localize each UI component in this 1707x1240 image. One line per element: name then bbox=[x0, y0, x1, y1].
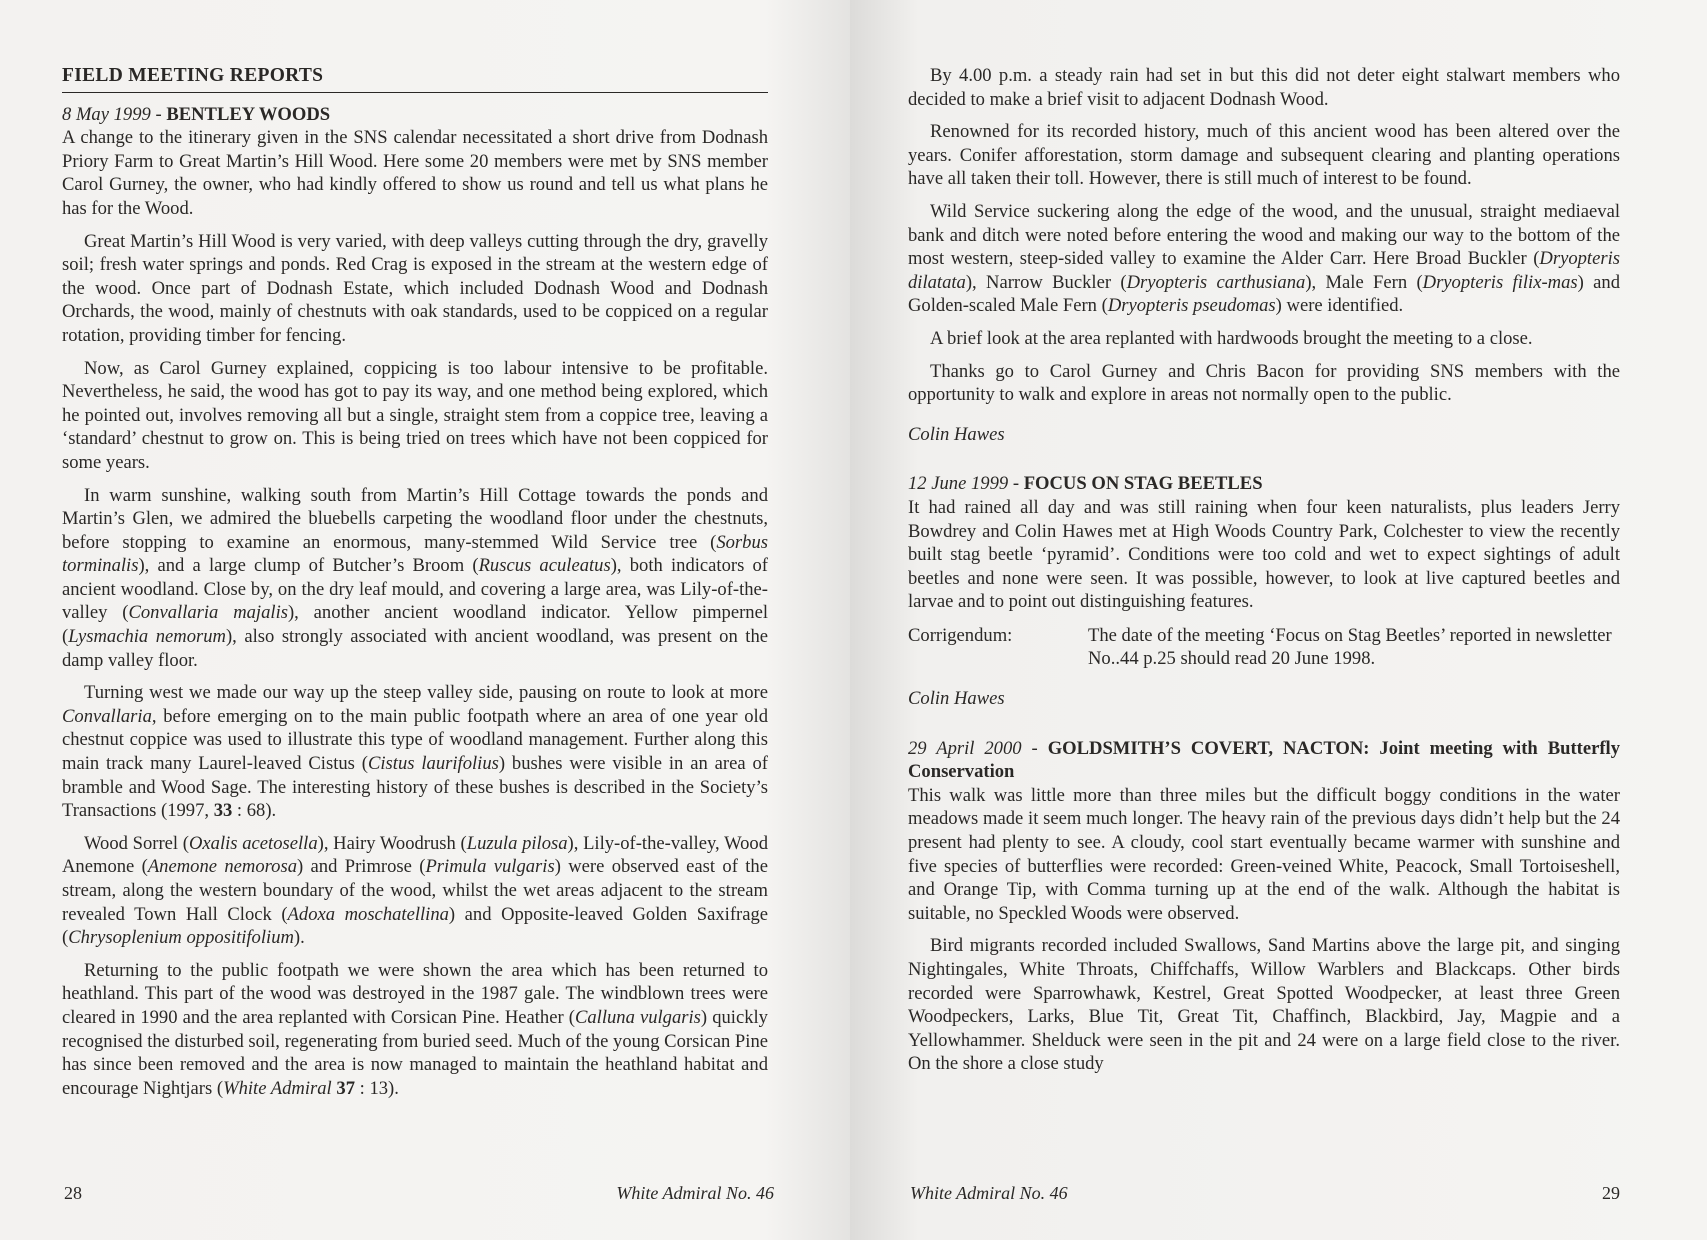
running-footer: White Admiral No. 46 bbox=[616, 1183, 774, 1203]
paragraph: A brief look at the area replanted with hardwoods brought the meeting to a close. bbox=[930, 327, 1533, 349]
section-header: FIELD MEETING REPORTS bbox=[62, 64, 768, 93]
text-run: Wild Service suckering along the edge of the wood, and the unusual, straight mediaeval bank and ditch were noted before entering the wood and making our way to the bottom of the most western, steep-sided valley to examine the Alder Carr. Here Broad Buckler ( bbox=[908, 200, 1620, 270]
meeting-heading-stag-beetles bbox=[908, 472, 1620, 496]
species-name: Adoxa moschatellina bbox=[287, 903, 449, 925]
species-name: Dryopteris pseudomas bbox=[1107, 295, 1276, 317]
species-name: Convallaria bbox=[62, 705, 152, 727]
paragraph: It had rained all day and was still raining when four keen naturalists, plus leaders Jerry Bowdrey and Colin Hawes met at High Woods Country Park, Colchester to view the recently built stag beetle ‘pyramid’. Conditions were too cold and wet to expect sightings of adult beetles and none were seen. It was possible, however, to look at live captured beetles and larvae and to point out distinguishing features. bbox=[908, 496, 1620, 613]
species-name: Convallaria majalis bbox=[128, 602, 288, 624]
text-run: ) were observed east of the stream, along the western boundary of the wood, whilst the wet areas adjacent to the stream revealed Town Hall Clock ( bbox=[62, 856, 768, 925]
left-page bbox=[0, 0, 850, 1240]
page-number: 29 bbox=[1602, 1183, 1620, 1203]
species-name: Primula vulgaris bbox=[425, 856, 555, 878]
corrigendum-text: The date of the meeting ‘Focus on Stag Beetles’ reported in newsletter No..44 p.25 should read 20 June 1998. bbox=[1088, 624, 1612, 670]
text-run: , before emerging on to the main public footpath where an area of one year old chestnut coppice was used to illustrate this type of woodland management. Further along this main track many Laurel-leaved Cistus ( bbox=[62, 705, 768, 775]
meeting-dash: - bbox=[1021, 737, 1048, 759]
species-name: Oxalis acetosella bbox=[188, 832, 318, 854]
text-run: ) and Primrose ( bbox=[297, 856, 426, 878]
paragraph: Now, as Carol Gurney explained, coppicing is too labour intensive to be profitable. Nevertheless, he said, the wood has got to pay its way, and one method being explored, which he pointed out, involves removing all but a single, straight stem from a coppice tree, leaving a ‘standard’ chestnut to grow on. This is being tried on trees which have not been coppiced for some years. bbox=[62, 357, 768, 473]
text-run: Turning west we made our way up the steep valley side, pausing on route to look at more bbox=[84, 682, 768, 704]
text-run: ), Lily-of-the-valley, Wood Anemone ( bbox=[62, 832, 769, 878]
species-name: Dryopteris filix-mas bbox=[1422, 271, 1578, 293]
section-gap bbox=[908, 711, 1620, 737]
species-name: Calluna vulgaris bbox=[574, 1006, 701, 1028]
meeting-heading-bentley bbox=[62, 103, 768, 127]
corrigendum-label: Corrigendum: bbox=[908, 624, 1013, 646]
text-run: : 68). bbox=[232, 800, 277, 822]
text-run: ) quickly recognised the disturbed soil, regenerating from buried seed. Much of the young Corsican Pine has since been removed and the area is now managed to maintain the heathland habitat and encourage Nightjars ( bbox=[62, 1006, 768, 1099]
text-run: ) bushes were visible in an area of bramble and Wood Sage. The interesting history of these bushes is described in the Society’s Transactions (1997, bbox=[62, 753, 768, 822]
species-name: Dryopteris carthusiana bbox=[1126, 271, 1306, 293]
author-signature: Colin Hawes bbox=[908, 688, 1005, 710]
left-column bbox=[62, 64, 768, 1109]
text-run: In warm sunshine, walking south from Martin’s Hill Cottage towards the ponds and Martin’s Glen, we admired the bluebells carpeting the woodland floor under the chestnuts, before stopping to examine an enormous, many-stemmed Wild Service tree ( bbox=[62, 484, 768, 553]
species-name: Chrysoplenium oppositifolium bbox=[68, 927, 294, 949]
text-run: ), both indicators of ancient woodland. Close by, on the dry leaf mould, and covering a large area, was Lily-of-the-valley ( bbox=[62, 555, 768, 624]
meeting-heading-goldsmiths-covert bbox=[908, 737, 1620, 784]
text-run: ), and a large clump of Butcher’s Broom ( bbox=[138, 555, 479, 577]
section-gap bbox=[908, 446, 1620, 472]
text-run: ) were identified. bbox=[1275, 295, 1404, 317]
species-name: Luzula pilosa bbox=[466, 832, 568, 854]
species-name: Cistus laurifolius bbox=[367, 753, 499, 775]
text-run: : 13). bbox=[354, 1077, 399, 1099]
paragraph: Great Martin’s Hill Wood is very varied, with deep valleys cutting through the dry, gravelly soil; fresh water springs and ponds. Red Crag is exposed in the stream at the western edge of the wood. Once part of Dodnash Estate, which included Dodnash Wood and Dodnash Orchards, the wood, mainly of chestnuts with oak standards, used to be coppiced on a regular rotation, providing timber for fencing. bbox=[62, 230, 768, 346]
species-name: Dryopteris dilatata bbox=[908, 248, 1620, 293]
paragraph bbox=[62, 681, 768, 823]
species-name: Ruscus aculeatus bbox=[478, 555, 611, 577]
text-run: ), another ancient woodland indicator. Yellow pimpernel ( bbox=[62, 602, 768, 648]
author-signature: Colin Hawes bbox=[908, 423, 1005, 445]
paragraph: Thanks go to Carol Gurney and Chris Bacon for providing SNS members with the opportunity to walk and explore in areas not normally open to the public. bbox=[908, 360, 1620, 406]
species-name: Anemone nemorosa bbox=[147, 856, 298, 878]
text-run: ) and Opposite-leaved Golden Saxifrage ( bbox=[62, 903, 769, 949]
paragraph: Bird migrants recorded included Swallows, Sand Martins above the large pit, and singing Nightingales, White Throats, Chiffchaffs, Willow Warblers and Blackcaps. Other birds recorded were Sparrowhawk, Kestrel, Great Spotted Woodpecker, at least three Green Woodpeckers, Larks, Blue Tit, Great Tit, Chaffinch, Blackbird, Jay, Magpie and a Yellowhammer. Shelduck were seen in the pit and 24 were on a large field close to the river. On the shore a close study bbox=[908, 935, 1620, 1075]
meeting-date: 29 April 2000 bbox=[908, 737, 1022, 759]
paragraph bbox=[62, 959, 768, 1101]
text-run: Returning to the public footpath we were shown the area which has been returned to heathland. This part of the wood was destroyed in the 1987 gale. The windblown trees were cleared in 1990 and the area replanted with Corsican Pine. Heather ( bbox=[62, 959, 768, 1028]
volume-number: 37 bbox=[336, 1077, 355, 1099]
species-name: Lysmachia nemorum bbox=[68, 626, 226, 648]
meeting-title: GOLDSMITH’S COVERT, NACTON: Joint meeting with Butterfly Conservation bbox=[908, 737, 1620, 783]
meeting-date: 12 June 1999 bbox=[908, 473, 1009, 495]
text-run: ) and Golden-scaled Male Fern ( bbox=[908, 271, 1620, 317]
paragraph: A change to the itinerary given in the SNS calendar necessitated a short drive from Dodnash Priory Farm to Great Martin’s Hill Wood. Here some 20 members were met by SNS member Carol Gurney, the owner, who had kindly offered to show us round and tell us what plans he has for the Wood. bbox=[62, 127, 768, 219]
paragraph: Renowned for its recorded history, much of this ancient wood has been altered over the years. Conifer afforestation, storm damage and subsequent clearing and planting operations have all taken their toll. However, there is still much of interest to be found. bbox=[908, 121, 1620, 190]
meeting-date: 8 May 1999 bbox=[62, 103, 151, 125]
journal-name: White Admiral bbox=[223, 1077, 332, 1099]
text-run: ), Male Fern ( bbox=[1305, 271, 1423, 293]
meeting-dash: - bbox=[150, 103, 167, 125]
paragraph: By 4.00 p.m. a steady rain had set in but this did not deter eight stalwart members who decided to make a brief visit to adjacent Dodnash Wood. bbox=[908, 65, 1620, 110]
text-run: ), Hairy Woodrush ( bbox=[317, 832, 467, 854]
right-column bbox=[908, 64, 1620, 1085]
text-run: Wood Sorrel ( bbox=[84, 832, 189, 854]
species-name: Sorbus torminalis bbox=[62, 531, 768, 577]
paragraph bbox=[62, 484, 768, 673]
meeting-title: FOCUS ON STAG BEETLES bbox=[1023, 473, 1263, 495]
text-run: ), Narrow Buckler ( bbox=[965, 271, 1127, 293]
paragraph: This walk was little more than three miles but the difficult boggy conditions in the water meadows made it seem much longer. The heavy rain of the previous days didn’t help but the 24 present had plenty to see. A cloudy, cool start eventually became warmer with sunshine and five species of butterflies were recorded: Green-veined White, Peacock, Small Tortoiseshell, and Orange Tip, with Comma turning up at the end of the walk. Although the habitat is suitable, no Speckled Woods were observed. bbox=[908, 784, 1620, 924]
paragraph bbox=[62, 832, 768, 950]
volume-number: 33 bbox=[213, 800, 233, 822]
running-footer: White Admiral No. 46 bbox=[910, 1183, 1068, 1203]
corrigendum bbox=[908, 624, 1620, 671]
page-number: 28 bbox=[64, 1183, 82, 1203]
text-run: ), also strongly associated with ancient woodland, was present on the damp valley floor. bbox=[62, 626, 768, 671]
paragraph bbox=[908, 200, 1620, 318]
right-page bbox=[850, 0, 1707, 1240]
text-run: ). bbox=[293, 927, 305, 949]
meeting-title: BENTLEY WOODS bbox=[166, 103, 331, 125]
meeting-dash: - bbox=[1008, 473, 1024, 495]
